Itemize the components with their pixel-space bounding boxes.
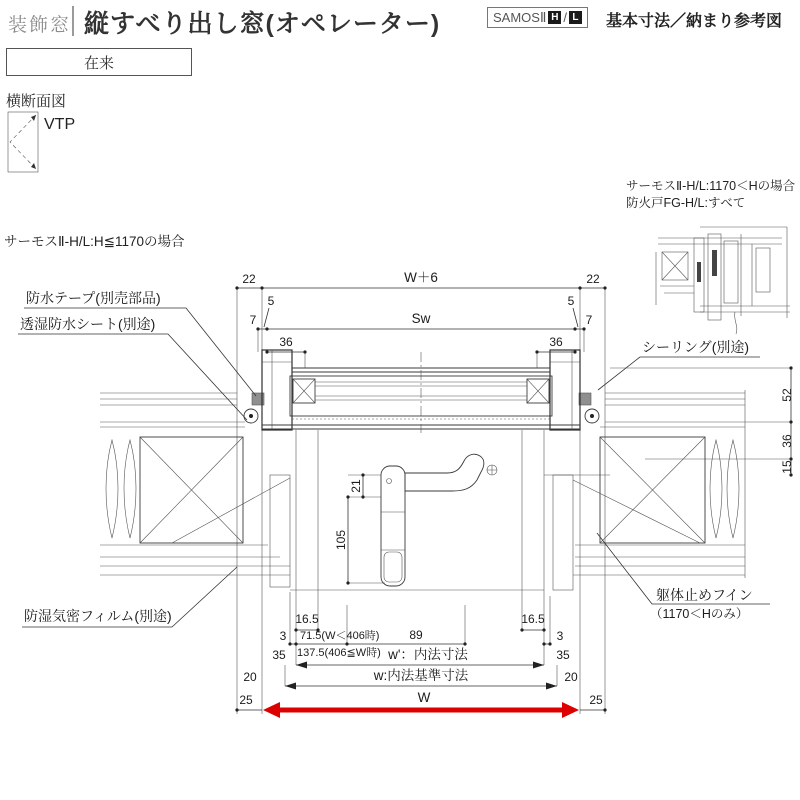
left-interior-trim bbox=[270, 475, 290, 587]
dim-137-5: 137.5(406≦W時) bbox=[297, 647, 381, 659]
dim-89: 89 bbox=[409, 628, 423, 642]
dim-w-plus-6: W＋6 bbox=[404, 270, 438, 285]
callout-body-stop-fin: 躯体止めフイン bbox=[656, 587, 753, 603]
callout-waterproof-tape: 防水テープ(別売部品) bbox=[26, 290, 161, 306]
dim-left-7: 7 bbox=[249, 313, 257, 327]
dim-right-5: 5 bbox=[567, 294, 575, 308]
dim-71-5: 71.5(W＜406時) bbox=[300, 630, 380, 642]
dim-right-36: 36 bbox=[549, 335, 563, 349]
dim-left-16-5: 16.5 bbox=[295, 612, 319, 626]
dim-105: 105 bbox=[334, 529, 348, 551]
vtp-code-label: VTP bbox=[44, 116, 76, 133]
dim-right-35: 35 bbox=[556, 648, 570, 662]
right-wall-assembly bbox=[553, 390, 791, 590]
dim-21: 21 bbox=[349, 479, 363, 493]
callout-moisture-film: 防湿気密フィルム(別途) bbox=[24, 608, 172, 624]
dim-left-3: 3 bbox=[279, 629, 287, 643]
dim-left-20: 20 bbox=[243, 670, 257, 684]
window-frame bbox=[262, 350, 580, 590]
handle-crank-arm bbox=[405, 454, 484, 491]
dim-right-25: 25 bbox=[589, 693, 603, 707]
case-note-lower: サーモスⅡ-H/L:H≦1170の場合 bbox=[4, 234, 185, 249]
dim-left-36: 36 bbox=[279, 335, 293, 349]
dim-right-7: 7 bbox=[585, 313, 593, 327]
series-badge-brand: SAMOSⅡ bbox=[493, 9, 547, 25]
dim-w-main: W bbox=[417, 690, 431, 705]
upper-frame-detail bbox=[656, 227, 790, 334]
series-badge-h: H bbox=[548, 11, 561, 24]
dim-v15: 15 bbox=[780, 460, 794, 474]
dim-left-35: 35 bbox=[272, 648, 286, 662]
callout-breathable-sheet: 透湿防水シート(別途) bbox=[20, 316, 156, 332]
dim-w-inner: w'：内法寸法 bbox=[388, 647, 468, 662]
section-view-label: 横断面図 bbox=[6, 93, 67, 110]
dim-top-left-22: 22 bbox=[242, 272, 256, 286]
series-badge-l: L bbox=[569, 11, 582, 24]
dim-v52: 52 bbox=[780, 388, 794, 402]
dim-v36: 36 bbox=[780, 434, 794, 448]
dimension-texts bbox=[239, 270, 794, 707]
dim-w-base: w:内法基準寸法 bbox=[373, 668, 469, 683]
dim-sw: Sw bbox=[411, 311, 431, 326]
dim-left-5: 5 bbox=[267, 294, 275, 308]
category-label: 装飾窓 bbox=[8, 15, 72, 36]
right-packing bbox=[579, 393, 591, 405]
dim-right-3: 3 bbox=[556, 629, 564, 643]
callout-body-stop-fin-note: （1170＜Hのみ） bbox=[650, 607, 749, 621]
right-interior-trim bbox=[553, 475, 573, 590]
callouts bbox=[18, 290, 770, 627]
dim-right-16-5: 16.5 bbox=[521, 612, 545, 626]
dim-top-right-22: 22 bbox=[586, 272, 600, 286]
doc-type-label: 基本寸法／納まり参考図 bbox=[606, 13, 783, 30]
case-note-upper-line1: サーモスⅡ-H/L:1170＜Hの場合 bbox=[626, 179, 796, 193]
operator-handle bbox=[381, 454, 497, 586]
dim-left-25: 25 bbox=[239, 693, 253, 707]
dim-right-20: 20 bbox=[564, 670, 578, 684]
callout-sealing: シーリング(別途) bbox=[642, 339, 750, 355]
construction-method-label: 在来 bbox=[83, 54, 114, 72]
case-note-upper-line2: 防火戸FG-H/L:すべて bbox=[626, 196, 746, 210]
page-title: 縦すべり出し窓(オペレーター) bbox=[84, 10, 441, 38]
series-badge-sep: / bbox=[563, 10, 567, 25]
